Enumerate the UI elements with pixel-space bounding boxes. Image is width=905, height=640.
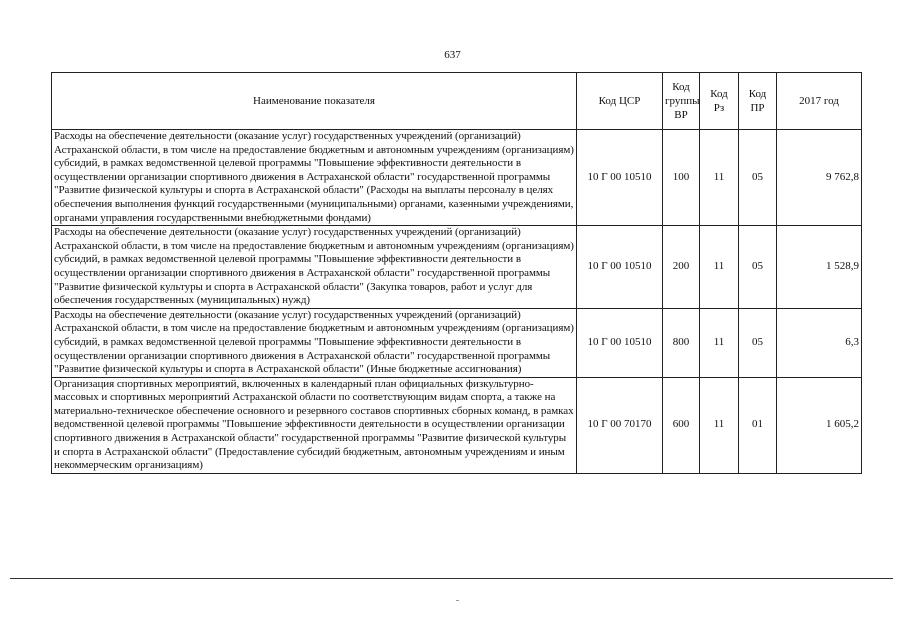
table-row <box>52 377 862 473</box>
header-csr: Код ЦСР <box>577 73 663 130</box>
budget-table <box>51 72 862 474</box>
scan-speck <box>456 600 459 601</box>
row-rz-code: 11 <box>700 226 739 309</box>
row-pr-code: 05 <box>739 308 777 377</box>
header-rz-line-2: Рз <box>713 102 725 114</box>
header-vr-line-1: Код <box>672 81 690 93</box>
row-csr-code: 10 Г 00 10510 <box>577 308 663 377</box>
page-bottom-rule <box>10 578 893 579</box>
row-pr-code: 05 <box>739 130 777 226</box>
row-name: Расходы на обеспечение деятельности (оказание услуг) государственных учреждений (организаций) Астраханской области, в том числе на предоставление бюджетным и автономным учреждениям (организациям) субсидий, в рамках ведомственной целевой программы "Повышение эффективности деятельности в осуществлении организации спортивного движения в Астраханской области" государственной программы "Развитие физической культуры и спорта в Астраханской области" (Закупка товаров, работ и услуг для обеспечения государственных (муниципальных) нужд) <box>52 226 577 309</box>
row-vr-code: 800 <box>663 308 700 377</box>
row-amount: 1 528,9 <box>777 226 862 309</box>
header-rz-line-1: Код <box>710 88 728 100</box>
header-vr-line-3: ВР <box>674 109 688 121</box>
row-csr-code: 10 Г 00 10510 <box>577 226 663 309</box>
header-vr <box>663 73 700 130</box>
header-name: Наименование показателя <box>52 73 577 130</box>
row-rz-code: 11 <box>700 377 739 473</box>
row-rz-code: 11 <box>700 130 739 226</box>
header-pr-line-2: ПР <box>750 102 765 114</box>
row-pr-code: 01 <box>739 377 777 473</box>
row-rz-code: 11 <box>700 308 739 377</box>
table-header-row <box>52 73 862 130</box>
table-row <box>52 130 862 226</box>
row-name: Расходы на обеспечение деятельности (оказание услуг) государственных учреждений (организаций) Астраханской области, в том числе на предоставление бюджетным и автономным учреждениям (организациям) субсидий, в рамках ведомственной целевой программы "Повышение эффективности деятельности в осуществлении организации спортивного движения в Астраханской области" государственной программы "Развитие физической культуры и спорта в Астраханской области" (Расходы на выплаты персоналу в целях обеспечения выполнения функций государственными (муниципальными) органами, казенными учреждениями, органами управления государственными внебюджетными фондами) <box>52 130 577 226</box>
row-pr-code: 05 <box>739 226 777 309</box>
row-vr-code: 200 <box>663 226 700 309</box>
page-number: 637 <box>444 49 461 61</box>
row-amount: 6,3 <box>777 308 862 377</box>
table-row <box>52 226 862 309</box>
header-vr-line-2: группы <box>665 95 700 107</box>
header-rz <box>700 73 739 130</box>
header-pr <box>739 73 777 130</box>
header-year: 2017 год <box>777 73 862 130</box>
row-csr-code: 10 Г 00 10510 <box>577 130 663 226</box>
row-vr-code: 100 <box>663 130 700 226</box>
row-amount: 1 605,2 <box>777 377 862 473</box>
row-name: Организация спортивных мероприятий, включенных в календарный план официальных физкультурно-массовых и спортивных мероприятий Астраханской области по соответствующим видам спорта, а также на материально-техническое обеспечение основного и резервного составов спортивных сборных команд, в рамках ведомственной целевой программы "Повышение эффективности деятельности в осуществлении организации спортивного движения в Астраханской области" государственной программы "Развитие физической культуры и спорта в Астраханской области" (Предоставление субсидий бюджетным, автономным учреждениям и иным некоммерческим организациям) <box>52 377 577 473</box>
row-csr-code: 10 Г 00 70170 <box>577 377 663 473</box>
row-name: Расходы на обеспечение деятельности (оказание услуг) государственных учреждений (организаций) Астраханской области, в том числе на предоставление бюджетным и автономным учреждениям (организациям) субсидий, в рамках ведомственной целевой программы "Повышение эффективности деятельности в осуществлении организации спортивного движения в Астраханской области" государственной программы "Развитие физической культуры и спорта в Астраханской области" (Иные бюджетные ассигнования) <box>52 308 577 377</box>
table-row <box>52 308 862 377</box>
header-pr-line-1: Код <box>748 88 767 100</box>
row-vr-code: 600 <box>663 377 700 473</box>
row-amount: 9 762,8 <box>777 130 862 226</box>
